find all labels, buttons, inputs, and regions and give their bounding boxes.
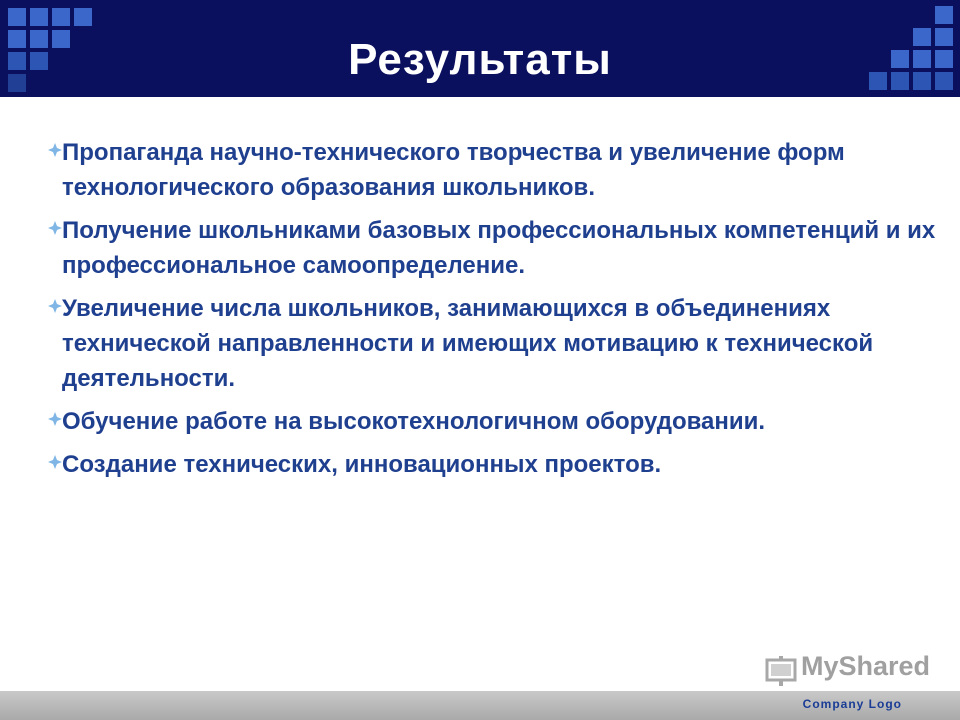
list-item [48, 135, 938, 205]
presentation-board-icon [765, 656, 797, 686]
list-item [48, 447, 938, 482]
list-item-text: Обучение работе на высокотехнологичном оборудовании. [62, 408, 766, 435]
list-item-text: Создание технических, инновационных проектов. [62, 451, 662, 478]
decorative-square [52, 8, 70, 26]
diamond-bullet-icon [48, 221, 62, 235]
list-item-text: Увеличение числа школьников, занимающихся в объединениях технической направленности и имеющих мотивацию к технической деятельности. [62, 295, 874, 392]
decorative-square [74, 8, 92, 26]
watermark-text: MyShared [801, 651, 931, 681]
company-logo-label: Company Logo [802, 697, 902, 711]
results-list [48, 135, 938, 490]
list-item [48, 291, 938, 396]
list-item [48, 213, 938, 283]
decorative-square [8, 8, 26, 26]
list-item [48, 404, 938, 439]
list-item-text: Получение школьниками базовых профессиональных компетенций и их профессиональное самоопределение. [62, 217, 936, 279]
list-item-text: Пропаганда научно-технического творчества и увеличение форм технологического образования школьников. [62, 139, 845, 201]
decorative-square [30, 8, 48, 26]
diamond-bullet-icon [48, 299, 62, 313]
slide-title: Результаты [348, 35, 612, 84]
diamond-bullet-icon [48, 455, 62, 469]
header-banner [0, 0, 960, 97]
diamond-bullet-icon [48, 143, 62, 157]
myshared-watermark [765, 651, 931, 690]
diamond-bullet-icon [48, 412, 62, 426]
decorative-square [935, 6, 953, 24]
